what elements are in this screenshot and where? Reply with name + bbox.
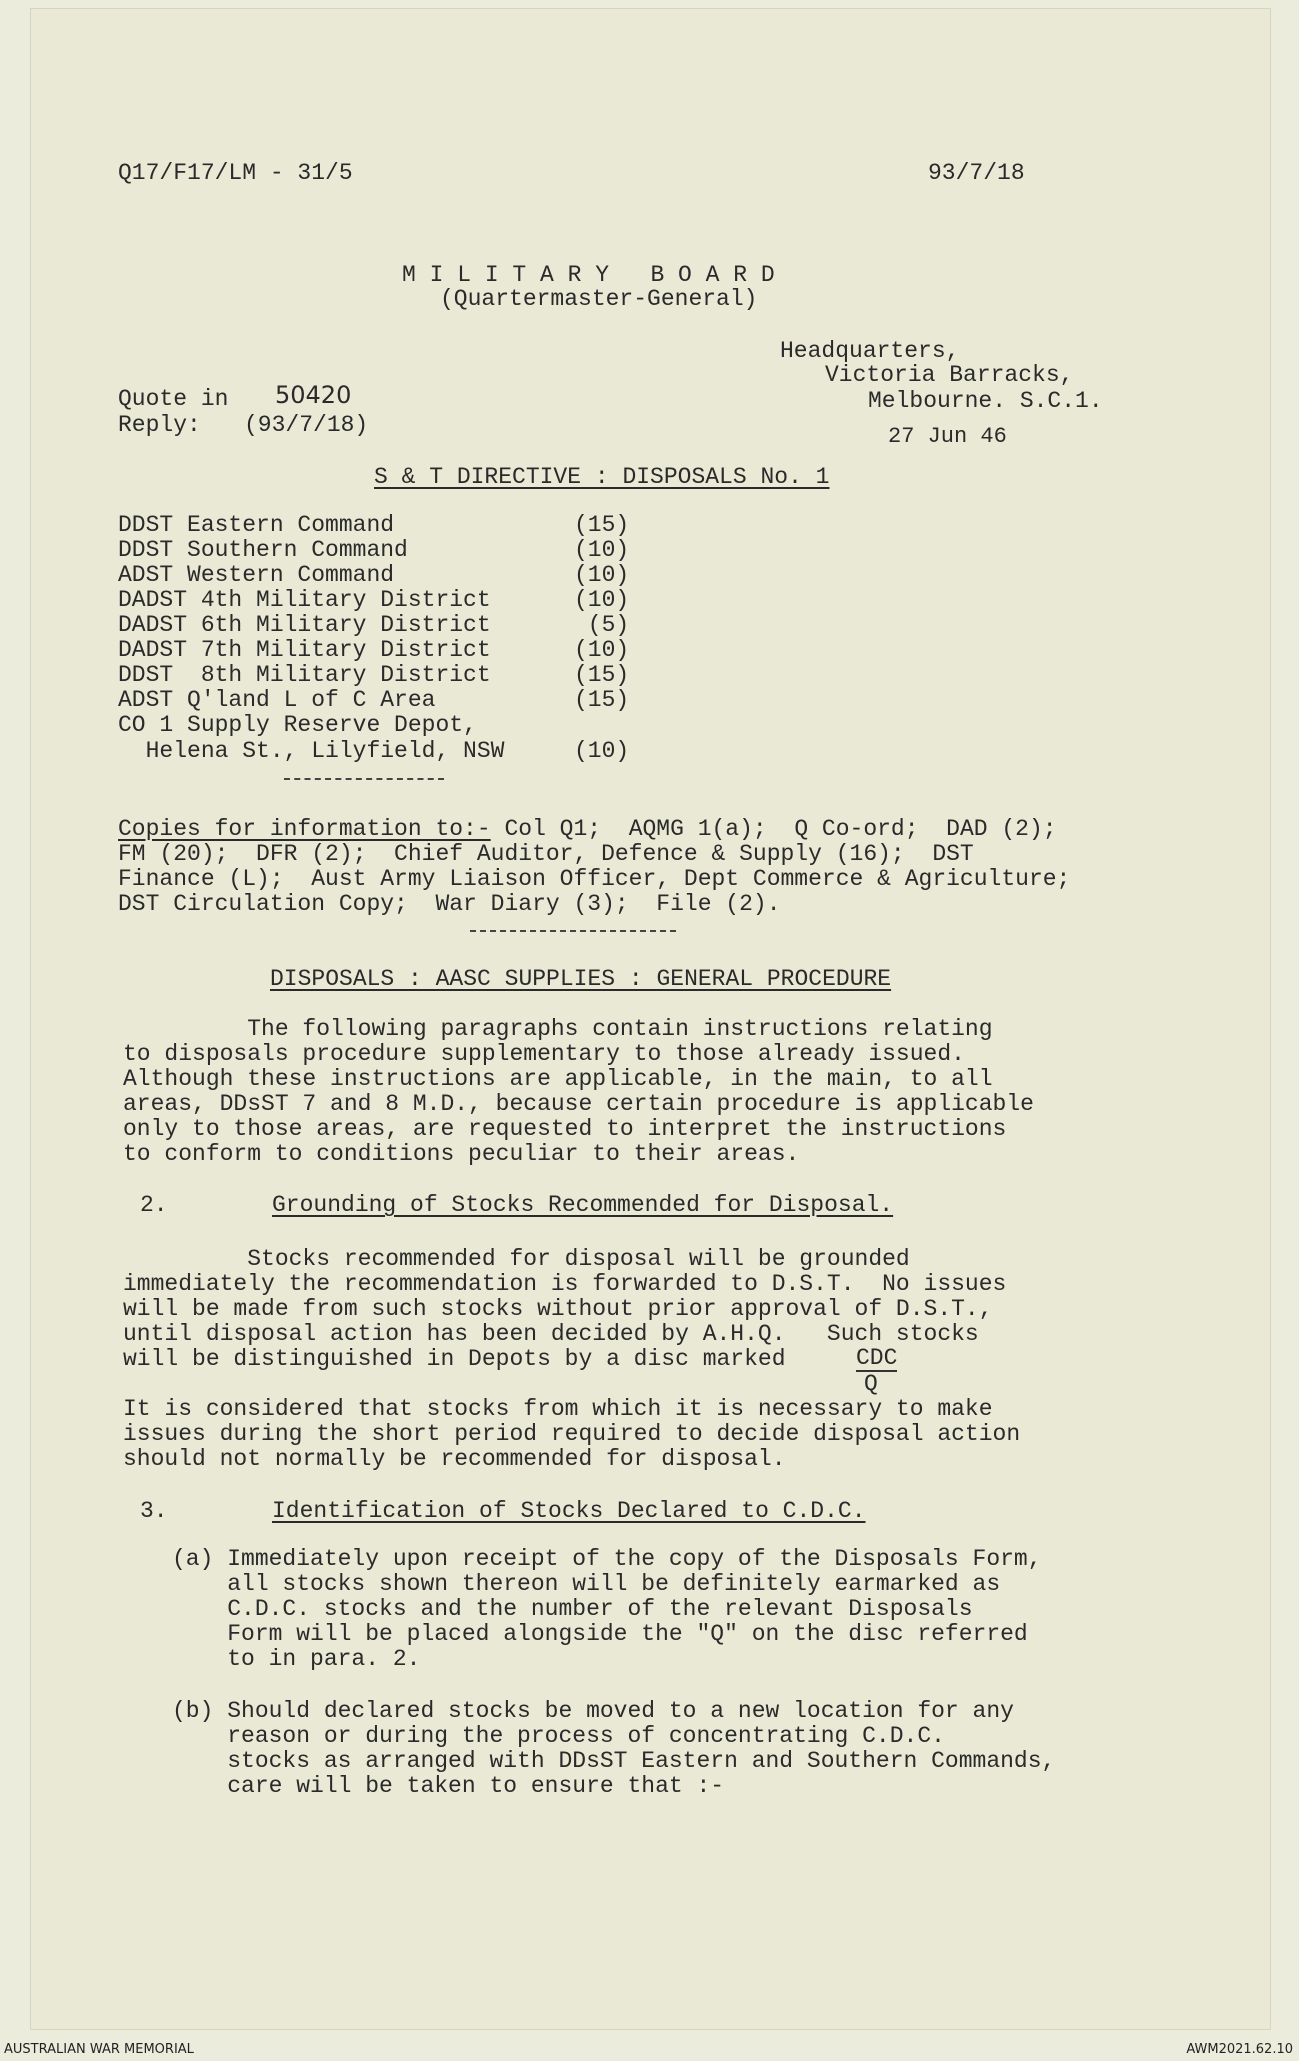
recipient-name: ADST Western Command — [118, 562, 395, 588]
address-line2: Victoria Barracks, — [825, 362, 1074, 388]
recipient-qty: (5) — [574, 612, 630, 638]
disc-label-bottom: Q — [864, 1371, 878, 1397]
divider — [470, 930, 676, 932]
para2-line: until disposal action has been decided by A.H.Q. Such stocks — [123, 1321, 979, 1347]
copies-recipients: Col Q1; AQMG 1(a); Q Co-ord; DAD (2); — [490, 816, 1057, 842]
copies-line3: Finance (L); Aust Army Liaison Officer, Dept Commerce & Agriculture; — [118, 866, 1071, 892]
divider — [284, 778, 444, 780]
reply-label: Reply: — [118, 412, 201, 438]
recipient-name: Helena St., Lilyfield, NSW — [118, 738, 505, 764]
intro-line: Although these instructions are applicable, in the main, to all — [123, 1066, 993, 1092]
para3b-line: (b) Should declared stocks be moved to a new location for any — [172, 1698, 1014, 1724]
intro-line: to conform to conditions peculiar to their areas. — [123, 1141, 800, 1167]
intro-line: to disposals procedure supplementary to those already issued. — [123, 1041, 965, 1067]
quote-label: Quote in — [118, 386, 229, 412]
quote-number: 50420 — [275, 381, 352, 409]
board-subtitle: (Quartermaster-General) — [440, 286, 758, 312]
para2-number: 2. — [140, 1192, 168, 1218]
intro-line: areas, DDsST 7 and 8 M.D., because certain procedure is applicable — [123, 1091, 1034, 1117]
para3a-line: Form will be placed alongside the "Q" on the disc referred — [172, 1621, 1028, 1647]
recipient-qty: (15) — [574, 662, 630, 688]
para2-heading: Grounding of Stocks Recommended for Disposal. — [272, 1192, 894, 1218]
para2-line: It is considered that stocks from which it is necessary to make — [123, 1396, 993, 1422]
copies-line4: DST Circulation Copy; War Diary (3); File (2). — [118, 891, 781, 917]
recipient-qty: (15) — [574, 512, 630, 538]
recipient-name: DADST 6th Military District — [118, 612, 491, 638]
para2-line: Stocks recommended for disposal will be grounded — [123, 1246, 910, 1272]
address-line1: Headquarters, — [780, 338, 960, 364]
copies-label: Copies for information to:- — [118, 816, 491, 842]
footer-accession: AWM2021.62.10 — [1186, 2042, 1293, 2057]
para3-number: 3. — [140, 1498, 168, 1524]
directive-title: S & T DIRECTIVE : DISPOSALS No. 1 — [374, 464, 830, 490]
board-title: M I L I T A R Y B O A R D — [402, 262, 775, 288]
recipient-name: DDST Eastern Command — [118, 512, 395, 538]
intro-line: only to those areas, are requested to interpret the instructions — [123, 1116, 1007, 1142]
para3b-line: reason or during the process of concentrating C.D.C. — [172, 1723, 945, 1749]
recipient-qty: (10) — [574, 637, 630, 663]
para3a-line: C.D.C. stocks and the number of the relevant Disposals — [172, 1596, 973, 1622]
address-line3: Melbourne. S.C.1. — [868, 388, 1103, 414]
para2-line: will be made from such stocks without prior approval of D.S.T., — [123, 1296, 993, 1322]
para3b-line: stocks as arranged with DDsST Eastern and Southern Commands, — [172, 1748, 1056, 1774]
recipient-qty: (10) — [574, 537, 630, 563]
para3b-line: care will be taken to ensure that :- — [172, 1773, 725, 1799]
footer-credit: AUSTRALIAN WAR MEMORIAL — [4, 2042, 194, 2057]
intro-line: The following paragraphs contain instructions relating — [123, 1016, 993, 1042]
recipient-qty: (10) — [574, 562, 630, 588]
reply-ref: (93/7/18) — [244, 412, 369, 438]
para3a-line: all stocks shown thereon will be definitely earmarked as — [172, 1571, 1001, 1597]
recipient-qty: (10) — [574, 738, 630, 764]
recipient-name: CO 1 Supply Reserve Depot, — [118, 712, 477, 738]
recipient-qty: (10) — [574, 587, 630, 613]
disc-label-top: CDC — [856, 1345, 898, 1371]
copies-line1 — [118, 816, 1057, 842]
recipient-qty: (15) — [574, 687, 630, 713]
ref-left: Q17/F17/LM - 31/5 — [118, 160, 353, 186]
recipient-name: ADST Q'land L of C Area — [118, 687, 436, 713]
recipient-name: DDST Southern Command — [118, 537, 408, 563]
para3a-line: (a) Immediately upon receipt of the copy of the Disposals Form, — [172, 1546, 1042, 1572]
para2-line: will be distinguished in Depots by a disc marked — [123, 1346, 786, 1372]
para3a-line: to in para. 2. — [172, 1646, 421, 1672]
section-title: DISPOSALS : AASC SUPPLIES : GENERAL PROCEDURE — [270, 966, 892, 992]
recipient-name: DDST 8th Military District — [118, 662, 491, 688]
recipient-name: DADST 4th Military District — [118, 587, 491, 613]
para2-line: should not normally be recommended for disposal. — [123, 1446, 786, 1472]
ref-right: 93/7/18 — [928, 160, 1025, 186]
para2-line: immediately the recommendation is forwarded to D.S.T. No issues — [123, 1271, 1007, 1297]
para2-line: issues during the short period required to decide disposal action — [123, 1421, 1021, 1447]
para3-heading: Identification of Stocks Declared to C.D.C. — [272, 1498, 866, 1524]
recipient-name: DADST 7th Military District — [118, 637, 491, 663]
document-date: 27 Jun 46 — [888, 424, 1007, 449]
copies-line2: FM (20); DFR (2); Chief Auditor, Defence & Supply (16); DST — [118, 841, 974, 867]
